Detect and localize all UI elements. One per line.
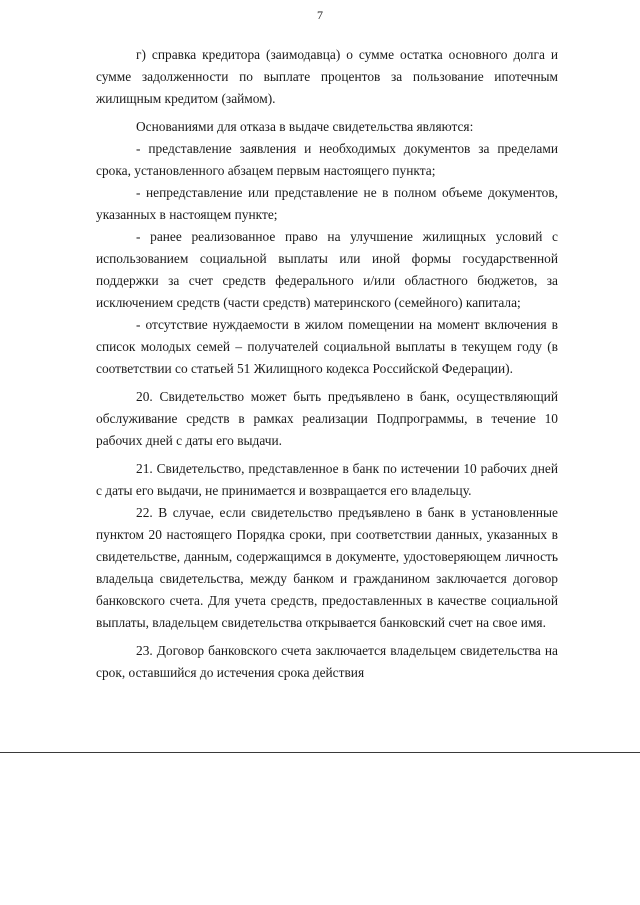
paragraph-item-23: 23. Договор банковского счета заключается владельцем свидетельства на срок, оставшийся до истечения срока действия — [96, 643, 558, 680]
paragraph-refusal-prior-right: - ранее реализованное право на улучшение жилищных условий с использованием социальной выплаты или иной формы государственной поддержки за счет средств федерального и/или областного бюджетов, за исключением средств (части средств) материнского (семейного) капитала; — [96, 229, 558, 310]
paragraph-certificate-creditor: г) справка кредитора (заимодавца) о сумме остатка основного долга и сумме задолженности по выплате процентов за пользование ипотечным жилищным кредитом (займом). — [96, 47, 558, 106]
page-number: 7 — [317, 8, 323, 22]
paragraph-refusal-no-need: - отсутствие нуждаемости в жилом помещении на момент включения в список молодых семей – получателей социальной выплаты в текущем году (в соответствии со статьей 51 Жилищного кодекса Российской Федерации). — [96, 317, 558, 376]
paragraph-refusal-deadline: - представление заявления и необходимых документов за пределами срока, установленного абзацем первым настоящего пункта; — [96, 141, 558, 178]
paragraph-item-22: 22. В случае, если свидетельство предъявлено в банк в установленные пунктом 20 настоящего Порядка сроки, при соответствии данных, указанных в свидетельстве, данным, содержащимся в документе, удостоверяющем личность владельца свидетельства, между банком и гражданином заключается договор банковского счета. Для учета средств, предоставленных в качестве социальной выплаты, владельцем свидетельства открывается банковский счет на свое имя. — [96, 505, 558, 630]
page-divider — [0, 752, 640, 753]
paragraph-item-20: 20. Свидетельство может быть предъявлено в банк, осуществляющий обслуживание средств в рамках реализации Подпрограммы, в течение 10 рабочих дней с даты его выдачи. — [96, 389, 558, 448]
paragraph-item-21: 21. Свидетельство, представленное в банк по истечении 10 рабочих дней с даты его выдачи, не принимается и возвращается его владельцу. — [96, 461, 558, 498]
document-body — [96, 44, 558, 684]
paragraph-refusal-incomplete: - непредставление или представление не в полном объеме документов, указанных в настоящем пункте; — [96, 185, 558, 222]
paragraph-refusal-grounds: Основаниями для отказа в выдаче свидетельства являются: — [136, 119, 474, 134]
